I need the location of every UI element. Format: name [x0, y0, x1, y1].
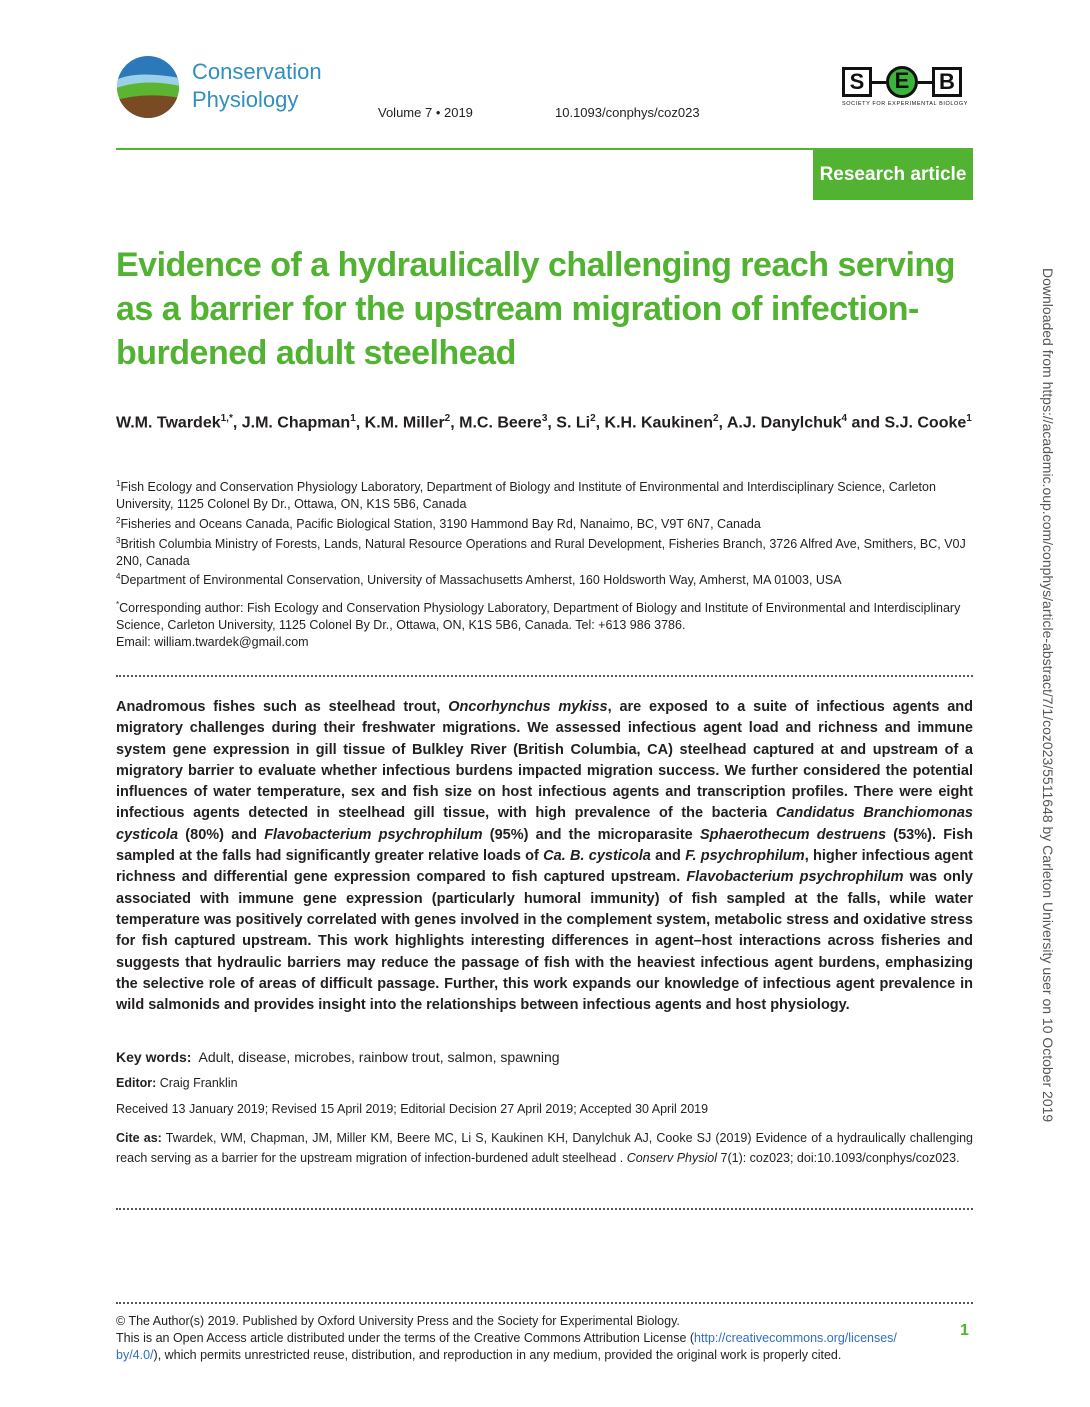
seb-caption: SOCIETY FOR EXPERIMENTAL BIOLOGY [842, 101, 969, 107]
copyright-line: © The Author(s) 2019. Published by Oxford University Press and the Society for Experimental Biology. [116, 1314, 680, 1328]
author-affiliation-mark: 1 [350, 413, 356, 424]
journal-name-line1: Conservation [192, 59, 322, 84]
article-type-badge: Research article [813, 150, 973, 200]
license-notice [116, 1313, 966, 1364]
corresponding-mark: * [116, 600, 120, 610]
abstract-species-name: Candidatus Branchiomonas cysticola [116, 805, 973, 843]
affiliation-text: British Columbia Ministry of Forests, Lands, Natural Resource Operations and Rural Development, Fisheries Branch, 3726 Alfred Ave, Smithers, BC, V0J 2N0, Canada [116, 536, 966, 568]
author-separator: , [547, 414, 557, 432]
license-link-part2[interactable]: by/4.0/ [116, 1348, 154, 1362]
seb-letter-s: S [842, 67, 872, 97]
cite-text: Twardek, WM, Chapman, JM, Miller KM, Beere MC, Li S, Kaukinen KH, Danylchuk AJ, Cooke SJ (2019) Evidence of a hydraulically challenging reach serving as a barrier for the upstream migration of infection-burdened adult steelhead . [116, 1131, 974, 1165]
keywords-label: Key words: [116, 1049, 192, 1065]
author-name: W.M. Twardek [116, 414, 221, 432]
author-name: A.J. Danylchuk [726, 414, 842, 432]
author-separator: , [232, 414, 242, 432]
abstract-text: Anadromous fishes such as steelhead trout, [116, 699, 449, 715]
author-name: J.M. Chapman [241, 414, 351, 432]
doi: 10.1093/conphys/coz023 [555, 105, 700, 120]
author-name: S.J. Cooke [884, 414, 967, 432]
abstract-text: (95%) and the microparasite [482, 826, 700, 843]
author-affiliation-mark: 1 [966, 413, 972, 424]
affiliation-item [116, 569, 976, 589]
cite-as [116, 1129, 973, 1168]
corresponding-author [116, 597, 976, 634]
author-affiliation-mark: 3 [541, 413, 548, 424]
author-list [116, 408, 976, 434]
author-name: S. Li [556, 414, 591, 432]
journal-name-line2: Physiology [192, 87, 299, 112]
keywords [116, 1049, 560, 1065]
download-note: Downloaded from https://academic.oup.com/conphys/article-abstract/7/1/coz023/5511648 by Carleton University user on 10 October 2019 [1040, 268, 1056, 1123]
journal-name [192, 58, 322, 114]
abstract-text: and [650, 848, 686, 865]
author-affiliation-mark: 2 [712, 413, 719, 424]
author-affiliation-mark: 4 [841, 413, 848, 424]
affiliation-item [116, 476, 976, 513]
abstract-species-name: Flavobacterium psychrophilum [264, 826, 483, 843]
cite-volume: 7(1): coz023; doi:10.1093/conphys/coz023. [717, 1150, 960, 1165]
issue-info: Volume 7 • 2019 [378, 105, 473, 120]
affiliation-text: Fisheries and Oceans Canada, Pacific Biological Station, 3190 Hammond Bay Rd, Nanaimo, BC, V9T 6N7, Canada [120, 516, 761, 531]
author-affiliation-mark: 2 [590, 413, 596, 424]
corresponding-text: Corresponding author: Fish Ecology and Conservation Physiology Laboratory, Department of Biology and Institute of Environmental and Interdisciplinary Science, Carleton University, 1125 Colonel By Dr., Ottawa, ON, K1S 5B6, Canada. Tel: +613 986 3786. [116, 601, 961, 633]
author-affiliation-mark: 1,* [220, 413, 233, 424]
abstract-text: (80%) and [178, 826, 265, 843]
seb-letter-e: E [886, 66, 918, 98]
keywords-text: Adult, disease, microbes, rainbow trout, salmon, spawning [198, 1049, 560, 1065]
affiliation-mark: 1 [116, 479, 121, 488]
corresponding-email: Email: william.twardek@gmail.com [116, 635, 309, 650]
abstract-species-name: Ca. B. cysticola [543, 848, 651, 865]
license-pre: This is an Open Access article distributed under the terms of the Creative Commons Attribution License ( [116, 1331, 695, 1345]
abstract-text: (53%). Fish sampled at the falls had significantly greater relative loads of [116, 826, 973, 865]
divider-footer [116, 1302, 973, 1304]
author-affiliation-mark: 2 [444, 413, 451, 424]
license-text [116, 1330, 966, 1364]
editor-label: Editor: [116, 1076, 157, 1090]
author-separator: , [718, 414, 727, 432]
seb-logo [842, 66, 974, 107]
affiliation-mark: 2 [116, 515, 121, 525]
affiliation-list [116, 476, 976, 589]
abstract-species-name: F. psychrophilum [685, 848, 805, 865]
affiliations [116, 476, 976, 651]
cite-label: Cite as: [116, 1131, 162, 1145]
author-name: M.C. Beere [459, 414, 542, 432]
abstract-text: , higher infectious agent richness and differential gene expression compared to fish captured upstream. [116, 848, 974, 886]
affiliation-item [116, 513, 976, 533]
article-title: Evidence of a hydraulically challenging reach serving as a barrier for the upstream migration of infection-burdened adult steelhead [116, 246, 955, 372]
author-separator: , [450, 414, 460, 432]
abstract-species-name: Flavobacterium psychrophilum [686, 869, 904, 886]
divider-middle [116, 1208, 973, 1210]
license-link-part1[interactable]: http://creativecommons.org/licenses/ [694, 1331, 897, 1345]
affiliation-item [116, 533, 976, 570]
seb-letter-b: B [932, 67, 962, 97]
editor [116, 1076, 238, 1090]
license-post: ), which permits unrestricted reuse, distribution, and reproduction in any medium, provided the original work is properly cited. [153, 1348, 842, 1362]
author-separator: and [847, 414, 885, 432]
affiliation-mark: 4 [116, 572, 121, 582]
affiliation-mark: 3 [116, 535, 121, 545]
divider-top [116, 675, 973, 677]
affiliation-text: Department of Environmental Conservation, University of Massachusetts Amherst, 160 Holdsworth Way, Amherst, MA 01003, USA [120, 573, 842, 588]
author-separator: , [355, 414, 365, 432]
abstract-text: , are exposed to a suite of infectious agents and migratory challenges during their freshwater migrations. We assessed infectious agent load and richness and immune system gene expression in gill tissue of Bulkley River (British Columbia, CA) steelhead captured at and upstream of a migratory barrier to evaluate whether infectious burdens impacted migration success. We further considered the potential influences of water temperature, sex and fish size on host infectious agents and transcription profiles. There were eight infectious agents detected in steelhead gill tissue, with high prevalence of the bacteria [116, 699, 973, 822]
author-separator: , [595, 414, 605, 432]
page-number: 1 [960, 1322, 969, 1339]
author-name: K.H. Kaukinen [604, 414, 713, 432]
editor-name: Craig Franklin [159, 1076, 238, 1090]
cite-journal: Conserv Physiol [626, 1150, 718, 1165]
abstract [116, 697, 973, 1016]
affiliation-text: Fish Ecology and Conservation Physiology Laboratory, Department of Biology and Institute of Environmental and Interdisciplinary Science, Carleton University, 1125 Colonel By Dr., Ottawa, ON, K1S 5B6, Canada [116, 480, 936, 511]
author-name: K.M. Miller [364, 414, 445, 432]
journal-logo [116, 52, 180, 122]
abstract-text: was only associated with immune gene expression (particularly humoral immunity) of fish sampled at the falls, while water temperature was positively correlated with genes involved in the complement system, metabolic stress and oxidative stress for fish captured upstream. This work highlights interesting differences in agent–host interactions across fisheries and suggests that hydraulic barriers may reduce the passage of fish with the heaviest infectious agent burdens, emphasizing the selective role of areas of difficult passage. Further, this work expands our knowledge of infectious agent prevalence in wild salmonids and provides insight into the relationships between infectious agents and host physiology. [116, 869, 973, 1014]
received-dates: Received 13 January 2019; Revised 15 April 2019; Editorial Decision 27 April 2019; Accepted 30 April 2019 [116, 1102, 709, 1116]
abstract-species-name: Sphaerothecum destruens [699, 826, 887, 843]
abstract-species-name: Oncorhynchus mykiss [448, 699, 608, 715]
